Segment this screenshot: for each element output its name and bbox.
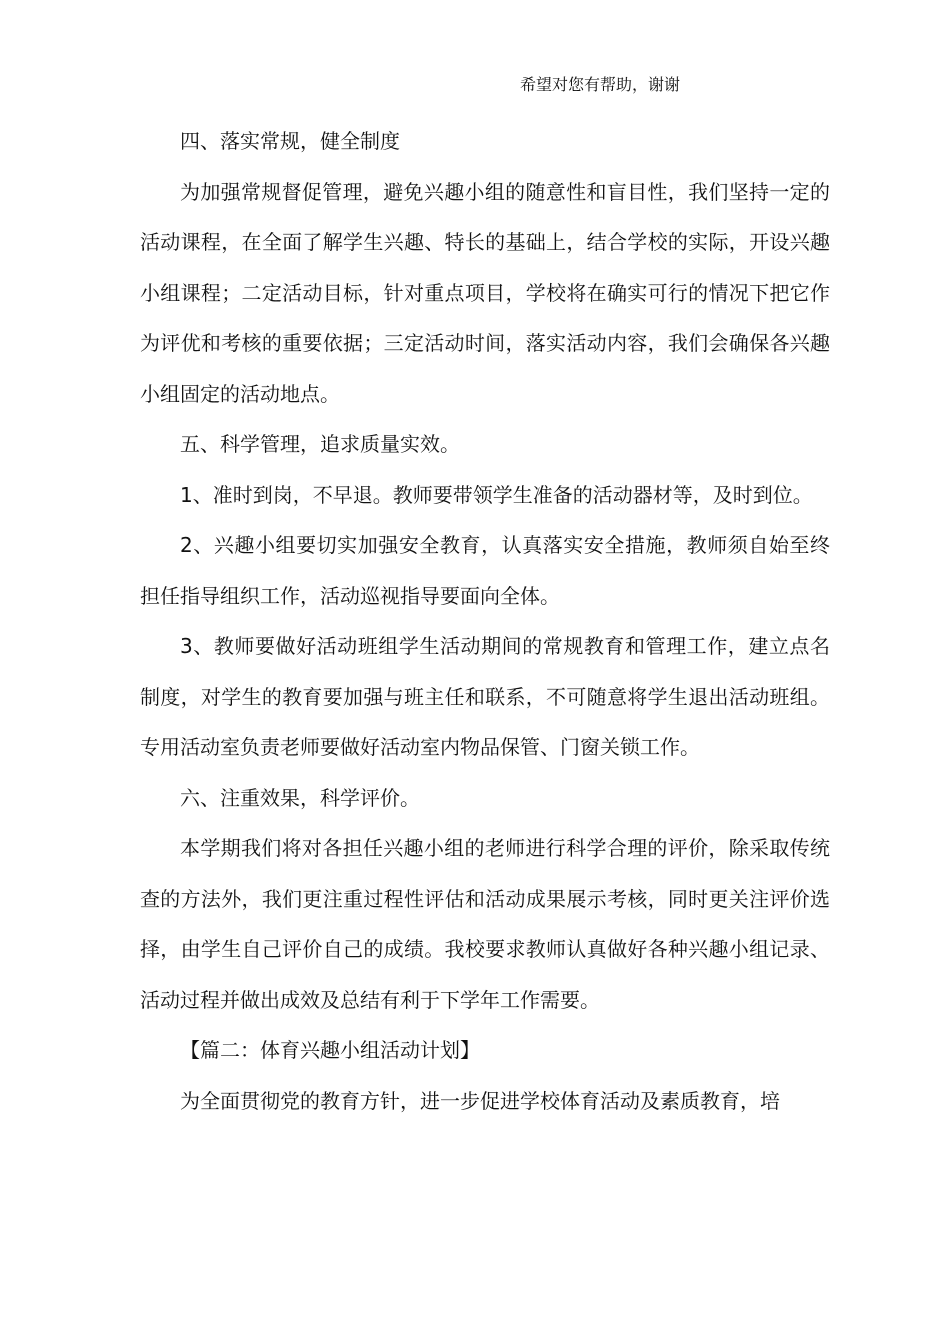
paragraph-evaluation: 本学期我们将对各担任兴趣小组的老师进行科学合理的评价，除采取传统查的方法外，我们更注重过程性评估和活动成果展示考核，同时更关注评价选择，由学生自己评价自己的成绩。我校要求教师认真做好各种兴趣小组记录、活动过程并做出成效及总结有利于下学年工作需要。 <box>140 836 830 1012</box>
list-item-1: 1、准时到岗，不早退。教师要带领学生准备的活动器材等，及时到位。 <box>180 482 813 507</box>
section-heading-6: 六、注重效果，科学评价。 <box>180 785 420 810</box>
paragraph-intro: 为全面贯彻党的教育方针，进一步促进学校体育活动及素质教育，培 <box>180 1088 780 1113</box>
section-heading-4: 四、落实常规，健全制度 <box>180 129 400 153</box>
list-item-2: 2、兴趣小组要切实加强安全教育，认真落实安全措施，教师须自始至终担任指导组织工作，活动巡视指导要面向全体。 <box>140 533 830 608</box>
list-item-3: 3、教师要做好活动班组学生活动期间的常规教育和管理工作，建立点名制度，对学生的教育要加强与班主任和联系，不可随意将学生退出活动班组。专用活动室负责老师要做好活动室内物品保管、门窗关锁工作。 <box>140 634 830 759</box>
section-heading-5: 五、科学管理，追求质量实效。 <box>180 432 460 456</box>
document-body <box>140 116 830 1126</box>
chapter-title: 【篇二：体育兴趣小组活动计划】 <box>180 1038 480 1062</box>
header-note: 希望对您有帮助，谢谢 <box>520 75 681 94</box>
paragraph-regulations: 为加强常规督促管理，避免兴趣小组的随意性和盲目性，我们坚持一定的活动课程，在全面了解学生兴趣、特长的基础上，结合学校的实际，开设兴趣小组课程；二定活动目标，针对重点项目，学校将在确实可行的情况下把它作为评优和考核的重要依据；三定活动时间，落实活动内容，我们会确保各兴趣小组固定的活动地点。 <box>140 179 830 406</box>
